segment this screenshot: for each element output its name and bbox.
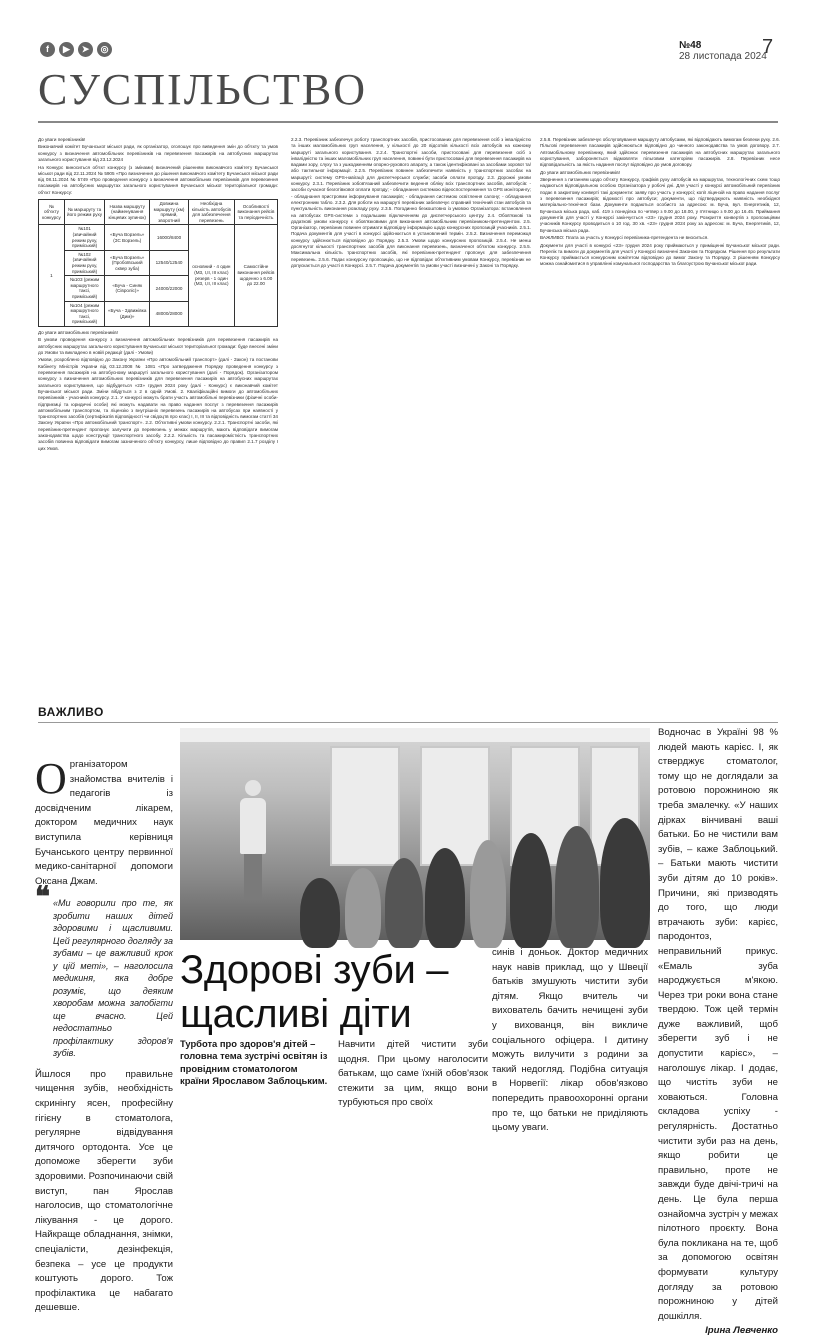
doc-announcement: Виконавчий комітет Бучанської міської ради, як організатор, оголошує про виведення змін до об'єкту та умов конкурсу з визначення автомобільних перевізників на перевезення пасажирів на автобусних маршрутах загального користування від 23.12.2024: [38, 144, 278, 163]
facebook-icon[interactable]: f: [40, 42, 55, 57]
table-header: Особливості виконання рейсів та періодичність: [234, 200, 277, 225]
table-cell-buses: основний - 4 один (М3, І,ІІ, ІІІ клас) резерв - 1 один (М3, І,ІІ, ІІІ клас): [188, 225, 234, 327]
article-paragraph: Навчити дітей чистити зуби щодня. При цьому наголосити батькам, що саме їхній обов'язок стежити за цим, якщо вони турбуються про своїх: [338, 1039, 488, 1109]
article-column-mid-2: [492, 946, 648, 1136]
doc-heading-3: До уваги автомобільних перевізників!: [540, 169, 620, 175]
quote-mark-icon: ❝: [35, 881, 51, 913]
doc-body-text: Звернення з питанням щодо об'єкту Конкурсу, графіків руху автобусів на маршрутах, технологічних схем тощо надаються відповідальною особою Організатора у робочі дні. Для участі у конкурсі автомобільний перевізник подає в закритому конверті такі документи: заяву про участь у конкурсі; копії ліцензій на право надання послуг з перевезення пасажирів; відомості про автобуси; документи, що підтверджують наявність необхідної матеріально-технічної бази. Документи подаються особисто за адресою: м. Буча, вул. Енергетиків, 12, Бучанська міська рада, каб. 419 з понеділка по четвер з 9.00 до 18.00, у п'ятницю з 9.00 до 16.45. Приймання документів для участі у Конкурсі закінчується «23» грудня 2024 року. Розкриття конвертів з пропозиціями учасників Конкурсу проводиться о 10 год. 30 хв. «23» грудня 2024 року за адресою: м. Буча, Енергетиків, 12, Бучанська міська рада.: [540, 177, 780, 233]
table-cell: «Буча Ворзель» (Пробоївський сквер зуба): [105, 250, 150, 275]
article-headline: Здорові зуби – щасливі діти: [180, 948, 449, 1036]
table-cell: №102 (звичайний режим руху, приміський): [64, 250, 104, 275]
doc-body-text: 2.2.3. Перевізник забезпечує роботу транспортних засобів, пристосованих для перевезення осіб з інвалідністю та інших маломобільних груп населення, у кількості до 20 відсотків кількості всіх автобусів на кожному маршруті загального користування. 2.2.4. Транспортні засоби, пристосовані для перевезення осіб з інвалідністю та інших маломобільних груп населення, повинні бути пристосовані для перевезення пасажирів на вадами зору, слуху та з ушкодженням опорно-рухового апарату, а також ідентифіковані за засобами зорової та/або тактильної інформації. 2.2.5. Перевізник повинен забезпечити наявність у транспортних засобах на маршруті: систему GPS-навігації для диспетчерської служби; засоби оплати проїзду. 2.3. Дорожні умови конкурсу. 2.3.1. Перевізник зобов'язаний забезпечити ведення обліку всіх транспортних засобів, автобусів: - засоби сучасної безготівкової оплати проїзду; - обладнання системою відеоспостереження та GPS моніторингу; - обладнання пристроями інформування пасажирів; - обладнання системою освітлення салону; - обладнання електронним табло. 2.3.2. Для роботи на маршруті перевізник забезпечує справний технічний стан автобусів та пунктуальність виконання розкладу руху. 2.3.5. Погодинно безкоштовно із умовою Організатора: встановлення на автобусах GPS-системи з подальшим підключенням до диспетчерського центру. 2.4. Обов'язкові та додаткові умови конкурсу є обов'язковими для виконання автомобільним перевізником-претендентом. 2.5. Організатор, перевізник повинен отримати відповідну інформацію щодо конкурсних пропозицій учасників. 2.5.1. Подача документів для участі в конкурсі здійснюється в установлений термін. 2.5.2. Визначення переможця конкурсу здійснюється відповідно до Порядку. 2.5.3. Умови щодо конкурсних пропозицій. 2.5.4. Не менш досягнутої кількості транспортних засобів для виконання перевезень, визначеної об'єктом конкурсу. 2.5.5. Максимальна кількість транспортних засобів, які перевізник-претендент пропонує для забезпечення перевезень. 2.5.6. Подає конкурсну пропозицію, що не відповідає об'єктивним умовам Конкурсу, перевізник не допускається до участі в Конкурсі. 2.5.7. Подача документів та умови участі визначені у Законі та Порядку.: [291, 137, 531, 268]
doc-heading: До уваги перевізників!: [38, 137, 86, 142]
table-cell: «Буча Ворзель» (ЗС Ворзель): [105, 225, 150, 250]
drop-cap: О: [35, 754, 67, 803]
article-column-right: [658, 726, 778, 1339]
pull-quote: [35, 881, 173, 1060]
page-number: 7: [762, 36, 774, 58]
article-column-left: [35, 754, 173, 1316]
table-cell: №104 (режим маршрутного таксі, приміський): [64, 301, 104, 326]
table-header: Назва маршруту (найменування кінцевих зупинок): [105, 200, 150, 225]
doc-body-text: Умови, розроблено відповідно до Закону України «Про автомобільний транспорт» (далі - Закон) та постанови Кабінету Міністрів України від 03.12.2008 № 1081 «Про затвердження Порядку проведення конкурсу з перевезення пасажирів на автобусному маршруті загального користування (далі - Порядок). Організатором конкурсу з визначення автомобільних перевізників для перевезення пасажирів на автобусних маршрутах загального користування, що відбудеться «23» грудня 2024 року (далі - Конкурс) є виконавчий комітет Бучанської міської ради. Зміни вібдуться з 2 в одній Умові. 2. Кваліфікаційні вимоги до автомобільних перевізників - учасників конкурсу. 2.1. У конкурсі можуть брати участь автомобільні перевізники (фізичні особи-підприємці та юридичні особи) які можуть надавати на право надання послуг з перевезення пасажирів автомобільним транспортом, та ліцензію з внутрішніх перевезень пасажирів на автобусах при наявності у транспортних засобів (сертифікатів відповідності чи свідоцтв про клас) І, ІІ, ІІІ та відповідність вимогам статті 34 Закону України «Про автомобільний транспорт». 2.2. Об'єктивні умови конкурсу. 2.2.1. Транспортні засоби, які перевізник-претендент пропонує залучити до перевезень у межах маршрутів, мають відповідати вимогам законодавства щодо конструкції транспортного засобу. 2.2.2. Кількість та пасажиромісткість транспортних засобів повинна відповідати вимогам зазначеного об'єкту конкурсу, лише відповідно до правил 2.1.7 розділу І цих Умов.: [38, 357, 278, 451]
article-author: Ірина Левченко: [705, 1325, 778, 1337]
issue-info: [679, 40, 767, 62]
document-column-2: [291, 137, 531, 689]
doc-important-note: ВАЖЛИВО: Плата за участь у Конкурсі перевізника-претендента не вноситься.: [540, 235, 709, 241]
audience-figure: [510, 833, 552, 948]
article-photo: [180, 728, 650, 940]
page-header: [0, 0, 819, 130]
routes-table: [38, 199, 278, 327]
audience-figure: [555, 826, 599, 948]
section-divider: [38, 722, 778, 723]
article-paragraph: Йшлося про правильне чищення зубів, необхідність скринінгу ясен, професійну гігієну в стоматолога, регулярне відвідування дитячого ортодонта. Усе це допоможе зберегти зуби здоровими. Розпочинаючи свій виступ, пан Ярослав наголосив, що стоматологічне лікування - це дорого. Найкраще обладнання, знімки, спеціалісти, дезінфекція, безпека – усе це продукти коштують дорого. Тож профілактика це набагато дешевше.: [35, 1068, 173, 1314]
doc-heading-2: До уваги автомобільних перевізників!: [38, 329, 118, 335]
audience-figure: [470, 840, 506, 948]
table-header: № маршруту та його режим руху: [64, 200, 104, 225]
table-row: [39, 225, 278, 250]
audience-figure: [425, 848, 465, 948]
header-divider: [38, 121, 778, 123]
audience-figure: [600, 818, 650, 948]
document-column-1: [38, 137, 278, 689]
issue-number: №48: [679, 40, 702, 51]
speaker-figure: [240, 780, 266, 900]
doc-body-text: 2.5.8. Перевізник забезпечує обслуговування маршруту автобусами, які відповідають вимогам безпеки руху. 2.6. Пільгові перевезення пасажирів здійснюються відповідно до чинного законодавства та умов договору. 2.7. Автомобільному перевізнику, який здійснює перевезення пасажирів на автобусних маршрутах загального користування, забороняється відмовляти пільговим категоріям пасажирів. 2.8. Перевізник несе відповідальність за якість надання послуг відповідно до умов договору.: [540, 137, 780, 168]
article-paragraph: синів і доньок. Доктор медичних наук навів приклад, що у Швеції батьків змушують чистити зуби дітям. Якщо вчитель чи вихователь бачить нечищені зуби у вихованця, він викличе соціального офіцера. І дитину можуть вилучити з родини за такий недогляд. Подібна ситуація в Норвегії: лікар обов'язково попередить правоохоронні органи про те, що батьки не приділяють цьому уваги.: [492, 947, 648, 1134]
table-cell: 16000/8400: [150, 225, 189, 250]
telegram-icon[interactable]: ➤: [78, 42, 93, 57]
doc-announcement-2: В умови проведення конкурсу з визначення автомобільних перевізників для перевезення пасажирів на автобусних маршрутах загального користування Бучанської міської територіальної громади: буде внесені зміни до Умови та викладено в новій редакції (далі - Умови): [38, 337, 278, 355]
table-cell: 48000/28000: [150, 301, 189, 326]
table-cell-schedule: Самостійне виконання рейсів щоденно з 6.00 до 22.00: [234, 225, 277, 327]
doc-paragraph: На Конкурс виноситься об'єкт конкурсу (з змінами) визначений рішенням виконавчого комітету Бучанської міської ради від 22.11.2024 № 5905 «Про визначення до рішення виконавчого комітету Бучанської міської ради від 08.11.2024 № 5749 «Про проведення конкурсу з визначення автомобільних перевізників для перевезення пасажирів на автобусних маршрутах загального користування Бучанської міської територіальної громади: об'єкт Конкурсу:: [38, 164, 278, 195]
table-cell: №103 (режим маршрутного таксі, приміський): [64, 276, 104, 301]
intro-text: рганізатором знайомства вчителів і педагогів із досвідченим лікарем, доктором медичних наук виступила керівниця Бучанського центру первинної медико-санітарної допомоги Оксана Джам.: [35, 759, 173, 887]
table-cell-object: 1: [39, 225, 65, 327]
article-lead: Турбота про здоров'я дітей – головна тема зустрічі освітян із провідним стоматологом країни Ярославом Заблоцьким.: [180, 1038, 328, 1087]
table-header: Необхідна кількість автобусів для забезпечення перевезень: [188, 200, 234, 225]
rubric-title: СУСПІЛЬСТВО: [38, 65, 368, 114]
table-header: Довжина маршруту (км) прямий, зворотний: [150, 200, 189, 225]
audience-figure: [345, 868, 381, 948]
audience-figure: [300, 878, 340, 948]
quote-text: «Ми говорили про те, як зробити наших дітей здоровими і щасливими. Цей регулярного догляду за зубами – це важливий крок у цій меті», – наголосила медикиня, яка добре розуміє, що деяким хворобам можна запобігти ще вчасно. Цей недостатньо профілактику здоров'я зубів.: [53, 898, 173, 1059]
table-header: № об'єкту конкурсу: [39, 200, 65, 225]
doc-body-text: Документи для участі в конкурсі «23» грудня 2024 року приймаються у приміщенні Бучанської міської ради. Перелік та вимоги до документів для участі у Конкурсі визначені Законом та Порядком. Рішення про результати Конкурсу приймається конкурсним комітетом відповідно до вимог Закону та Порядку. З рішенням Конкурсу можна ознайомитися в управлінні комунальної господарства та благоустрою Бучанської міської ради.: [540, 242, 780, 267]
photo-ceiling: [180, 728, 650, 742]
social-icons: [40, 42, 112, 57]
table-cell: «Буча - Синяк (Сівроліс)»: [105, 276, 150, 301]
section-label: ВАЖЛИВО: [38, 705, 104, 719]
audience-figure: [385, 858, 423, 948]
issue-date: 28 листопада 2024: [679, 51, 767, 62]
table-cell: 12540/12540: [150, 250, 189, 275]
table-cell: «Буча - Здвижівка (Дим)»: [105, 301, 150, 326]
photo-window: [330, 746, 400, 866]
article-paragraph: Водночас в Україні 98 % людей мають карієс. І, як стверджує стоматолог, тому що не доглядали за ротовою порожниною як треба змалечку. «У наших дірках вінчивані ваші батьки. Бо не чистили вам зубів, – каже Заблоцький. – Батьки мають чистити зуби дітям до 10 років». Причини, які призводять до того, що люди втрачають зуби: карієс, пародонтоз, неправильний прикус. «Емаль зуба народжується м'якою. Через три роки вона стане твердою. Тож цей термін дуже важливий, щоб зберегти зуб і не допустити карієс», – наголошує лікар. І додає, що чистіть зуби не ховаються. Головна складова успіху - регулярність. Достатньо чистити зуби раз на день, якщо робити це правильно, проте не завжди буде двічі-тричі на день. Це була перша ознайомча зустріч у межах пілотного проєкту. Вона була покликана на те, щоб за допомогою освітян формувати культуру догляду за ротовою порожниною у дітей дошкілля.: [658, 727, 778, 1322]
youtube-icon[interactable]: ▶: [59, 42, 74, 57]
table-header-row: [39, 200, 278, 225]
instagram-icon[interactable]: ◎: [97, 42, 112, 57]
article-column-mid-1: [338, 1038, 488, 1111]
document-column-3: [540, 137, 780, 689]
article-intro: [35, 754, 173, 889]
table-cell: 24000/22000: [150, 276, 189, 301]
table-cell: №101 (звичайний режим руху, приміський): [64, 225, 104, 250]
